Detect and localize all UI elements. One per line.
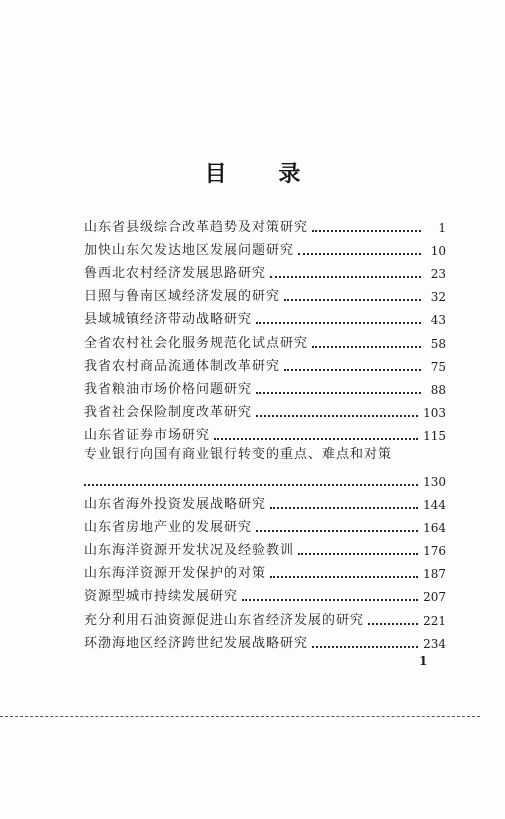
toc-entry (84, 444, 446, 490)
toc-entry-title: 山东省房地产业的发展研究 (84, 520, 253, 536)
toc-entry-page: 103 (423, 405, 446, 420)
dot-leader (270, 276, 421, 278)
toc-entry-title: 全省农村社会化服务规范化试点研究 (84, 335, 309, 351)
dot-leader (298, 253, 421, 255)
toc-entry-page: 88 (430, 382, 446, 397)
toc-entry-page: 130 (423, 474, 446, 489)
toc-entry-page: 43 (430, 313, 446, 328)
toc-entry (84, 513, 446, 536)
toc-entry-title: 鲁西北农村经济发展思路研究 (84, 266, 267, 282)
toc-entry (84, 490, 446, 513)
dot-leader (312, 646, 418, 648)
dot-leader (312, 230, 421, 232)
toc-entry-page: 164 (423, 521, 446, 536)
toc-entry-page: 221 (423, 613, 446, 628)
toc-entry-title: 县域城镇经济带动战略研究 (84, 312, 253, 328)
toc-entry-page: 75 (430, 359, 446, 374)
toc-entry-page: 23 (430, 267, 446, 282)
toc-entry-title: 专业银行向国有商业银行转变的重点、难点和对策 (84, 446, 393, 462)
dot-leader (368, 623, 418, 625)
toc-entry-title: 山东省县级综合改革趋势及对策研究 (84, 220, 309, 236)
toc-entry-title: 山东省海外投资发展战略研究 (84, 497, 267, 513)
toc-entry (84, 559, 446, 582)
dot-leader (214, 438, 418, 440)
dot-leader (284, 299, 421, 301)
page-number: 1 (419, 654, 428, 668)
dot-leader (312, 346, 421, 348)
scan-edge-line (0, 716, 480, 717)
toc-entry-title: 日照与鲁南区域经济发展的研究 (84, 289, 281, 305)
toc-entry-page: 1 (438, 221, 446, 236)
toc-entry (84, 259, 446, 282)
toc-entry-title: 环渤海地区经济跨世纪发展战略研究 (84, 635, 309, 651)
toc-entry-title: 山东海洋资源开发状况及经验教训 (84, 543, 295, 559)
toc-entry-title: 加快山东欠发达地区发展问题研究 (84, 243, 295, 259)
toc-entry-title: 山东省证券市场研究 (84, 427, 211, 443)
toc-entry-title: 我省农村商品流通体制改革研究 (84, 358, 281, 374)
dot-leader (256, 530, 418, 532)
toc-heading: 目 录 (204, 162, 323, 187)
toc-entry (84, 328, 446, 351)
toc-entry-title: 山东海洋资源开发保护的对策 (84, 566, 267, 582)
toc-entry (84, 398, 446, 421)
toc-entry (84, 236, 446, 259)
toc-entry (84, 305, 446, 328)
dot-leader (284, 369, 421, 371)
toc-entry-title: 充分利用石油资源促进山东省经济发展的研究 (84, 612, 365, 628)
toc-entry (84, 375, 446, 398)
toc-entry (84, 421, 446, 444)
toc-entry-page: 176 (423, 544, 446, 559)
toc-entry-page: 32 (430, 290, 446, 305)
dot-leader (256, 322, 421, 324)
dot-leader (84, 484, 418, 486)
toc-entry (84, 282, 446, 305)
dot-leader (270, 576, 418, 578)
table-of-contents (84, 213, 446, 652)
toc-entry-page: 144 (423, 498, 446, 513)
toc-entry-title: 我省社会保险制度改革研究 (84, 404, 253, 420)
toc-entry (84, 605, 446, 628)
dot-leader (242, 599, 418, 601)
toc-entry-title: 我省粮油市场价格问题研究 (84, 381, 253, 397)
toc-entry-page: 115 (423, 428, 446, 443)
toc-entry (84, 629, 446, 652)
toc-entry (84, 536, 446, 559)
dot-leader (298, 553, 418, 555)
toc-entry (84, 352, 446, 375)
toc-entry-page: 234 (423, 636, 446, 651)
toc-entry-page: 10 (430, 244, 446, 259)
toc-entry (84, 582, 446, 605)
toc-entry-page: 207 (423, 590, 446, 605)
dot-leader (256, 415, 418, 417)
dot-leader (256, 392, 421, 394)
toc-entry (84, 213, 446, 236)
dot-leader (270, 507, 418, 509)
toc-entry-continuation (84, 466, 446, 490)
toc-entry-page: 58 (430, 336, 446, 351)
toc-entry-title: 资源型城市持续发展研究 (84, 589, 239, 605)
toc-entry-page: 187 (423, 567, 446, 582)
